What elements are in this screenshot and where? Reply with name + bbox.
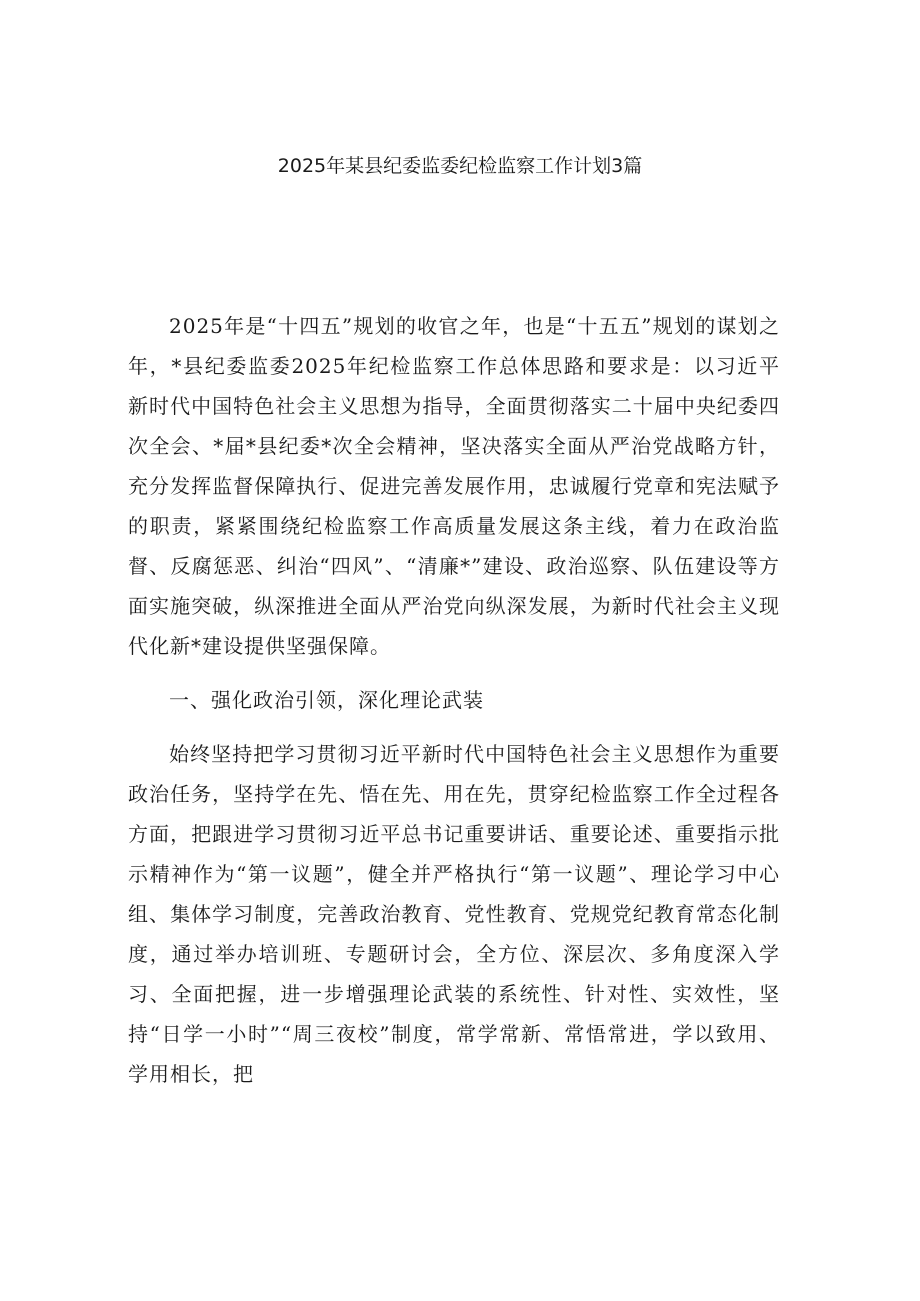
section-1-paragraph: 始终坚持把学习贯彻习近平新时代中国特色社会主义思想作为重要政治任务，坚持学在先、悟在先、用在先，贯穿纪检监察工作全过程各方面，把跟进学习贯彻习近平总书记重要讲话、重要论述、重要指示批示精神作为“第一议题”，健全并严格执行“第一议题”、理论学习中心组、集体学习制度，完善政治教育、党性教育、党规党纪教育常态化制度，通过举办培训班、专题研讨会，全方位、深层次、多角度深入学习、全面把握，进一步增强理论武装的系统性、针对性、实效性，坚持“日学一小时”“周三夜校”制度，常学常新、常悟常进，学以致用、学用相长，把: [128, 742, 780, 1086]
intro-paragraph: 2025年是“十四五”规划的收官之年，也是“十五五”规划的谋划之年，*县纪委监委2025年纪检监察工作总体思路和要求是：以习近平新时代中国特色社会主义思想为指导，全面贯彻落实二十届中央纪委四次全会、*届*县纪委*次全会精神，坚决落实全面从严治党战略方针，充分发挥监督保障执行、促进完善发展作用，忠诚履行党章和宪法赋予的职责，紧紧围绕纪检监察工作高质量发展这条主线，着力在政治监督、反腐惩恶、纠治“四风”、“清廉*”建设、政治巡察、队伍建设等方面实施突破，纵深推进全面从严治党向纵深发展，为新时代社会主义现代化新*建设提供坚强保障。: [128, 314, 780, 658]
document-body: [128, 306, 780, 1108]
section-heading-1: 一、强化政治引领，深化理论武装: [169, 688, 484, 712]
document-title: 2025年某县纪委监委纪检监察工作计划3篇: [277, 155, 643, 177]
